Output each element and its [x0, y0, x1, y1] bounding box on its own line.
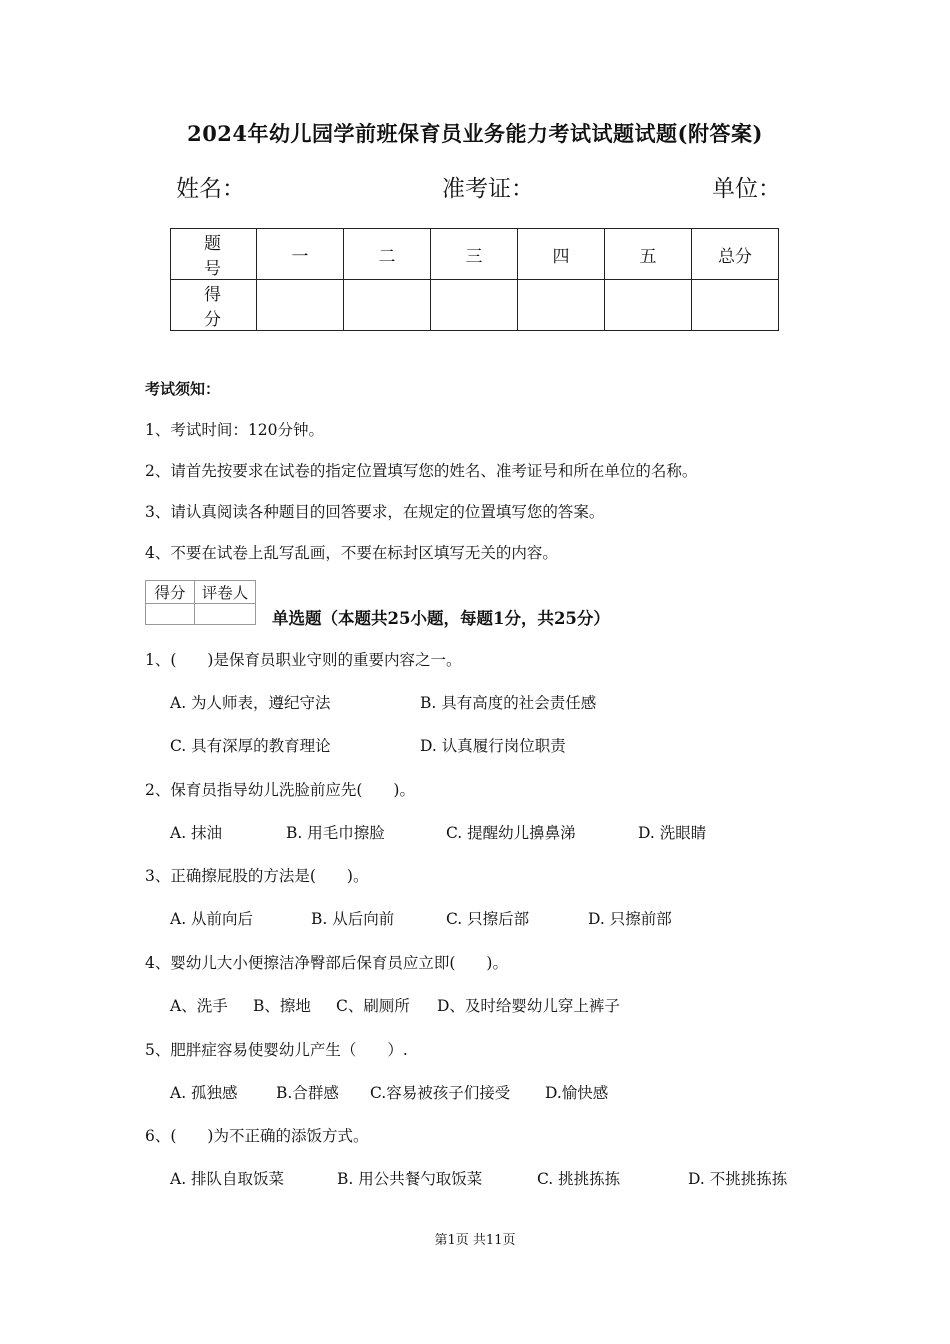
option-d: D. 认真履行岗位职责	[420, 737, 566, 755]
option-a: A. 排队自取饭菜	[170, 1170, 285, 1188]
notice-item: 1、考试时间：120分钟。	[145, 421, 324, 439]
score-input-cell[interactable]	[344, 280, 431, 331]
score-table-cell: 题 号	[171, 229, 257, 280]
grader-box-score-label: 得分	[146, 581, 195, 604]
option-b: B. 从后向前	[311, 910, 395, 928]
option-d: D.愉快感	[545, 1084, 609, 1102]
option-c: C. 提醒幼儿擤鼻涕	[446, 824, 576, 842]
score-table-cell: 一	[257, 229, 344, 280]
score-input-cell[interactable]	[431, 280, 518, 331]
score-input-cell[interactable]	[518, 280, 605, 331]
grader-box-score-cell[interactable]	[146, 604, 195, 625]
option-a: A. 为人师表，遵纪守法	[170, 694, 331, 712]
option-a: A. 从前向后	[170, 910, 254, 928]
question-text: 1、( )是保育员职业守则的重要内容之一。	[145, 651, 462, 669]
score-table-cell: 五	[605, 229, 692, 280]
score-table-cell: 总分	[692, 229, 779, 280]
unit-field-label: 单位：	[712, 176, 781, 202]
option-a: A. 抹油	[170, 824, 223, 842]
score-table-cell: 二	[344, 229, 431, 280]
question-text: 5、肥胖症容易使婴幼儿产生（ ）.	[145, 1041, 408, 1059]
option-c: C.容易被孩子们接受	[370, 1084, 511, 1102]
page-footer: 第1页 共11页	[434, 1233, 516, 1248]
score-input-cell[interactable]	[692, 280, 779, 331]
score-table	[170, 228, 779, 331]
exam-number-field-label: 准考证：	[442, 176, 534, 202]
section-title: 单选题（本题共25小题，每题1分，共25分）	[272, 609, 610, 628]
notice-item: 2、请首先按要求在试卷的指定位置填写您的姓名、准考证号和所在单位的名称。	[145, 462, 698, 480]
option-a: A. 孤独感	[170, 1084, 238, 1102]
score-table-cell: 得 分	[171, 280, 257, 331]
option-b: B. 具有高度的社会责任感	[420, 694, 597, 712]
page-title: 2024年幼儿园学前班保育员业务能力考试试题试题(附答案)	[187, 121, 763, 146]
notice-heading: 考试须知：	[145, 380, 221, 398]
score-table-score-row	[171, 280, 779, 331]
option-d: D. 洗眼睛	[638, 824, 707, 842]
question-text: 6、( )为不正确的添饭方式。	[145, 1127, 369, 1145]
option-c: C. 只擦后部	[446, 910, 530, 928]
option-b: B. 用毛巾擦脸	[286, 824, 385, 842]
question-text: 2、保育员指导幼儿洗脸前应先( )。	[145, 781, 415, 799]
option-c: C. 具有深厚的教育理论	[170, 737, 331, 755]
question-text: 4、婴幼儿大小便擦洁净臀部后保育员应立即( )。	[145, 954, 508, 972]
grader-box-grader-cell[interactable]	[195, 604, 256, 625]
option-d: D. 不挑挑拣拣	[688, 1170, 788, 1188]
score-table-cell: 四	[518, 229, 605, 280]
score-input-cell[interactable]	[605, 280, 692, 331]
option-d: D、及时给婴幼儿穿上裤子	[437, 997, 620, 1015]
question-text: 3、正确擦屁股的方法是( )。	[145, 867, 369, 885]
option-b: B、擦地	[253, 997, 311, 1015]
option-d: D. 只擦前部	[588, 910, 672, 928]
option-c: C、刷厕所	[336, 997, 410, 1015]
grader-box	[145, 580, 256, 625]
option-b: B. 用公共餐勺取饭菜	[337, 1170, 483, 1188]
score-table-header-row	[171, 229, 779, 280]
notice-item: 4、不要在试卷上乱写乱画，不要在标封区填写无关的内容。	[145, 544, 558, 562]
grader-box-grader-label: 评卷人	[195, 581, 256, 604]
notice-item: 3、请认真阅读各种题目的回答要求，在规定的位置填写您的答案。	[145, 503, 605, 521]
name-field-label: 姓名：	[176, 176, 245, 202]
score-input-cell[interactable]	[257, 280, 344, 331]
option-b: B.合群感	[276, 1084, 339, 1102]
score-table-cell: 三	[431, 229, 518, 280]
option-a: A、洗手	[170, 997, 228, 1015]
option-c: C. 挑挑拣拣	[537, 1170, 621, 1188]
